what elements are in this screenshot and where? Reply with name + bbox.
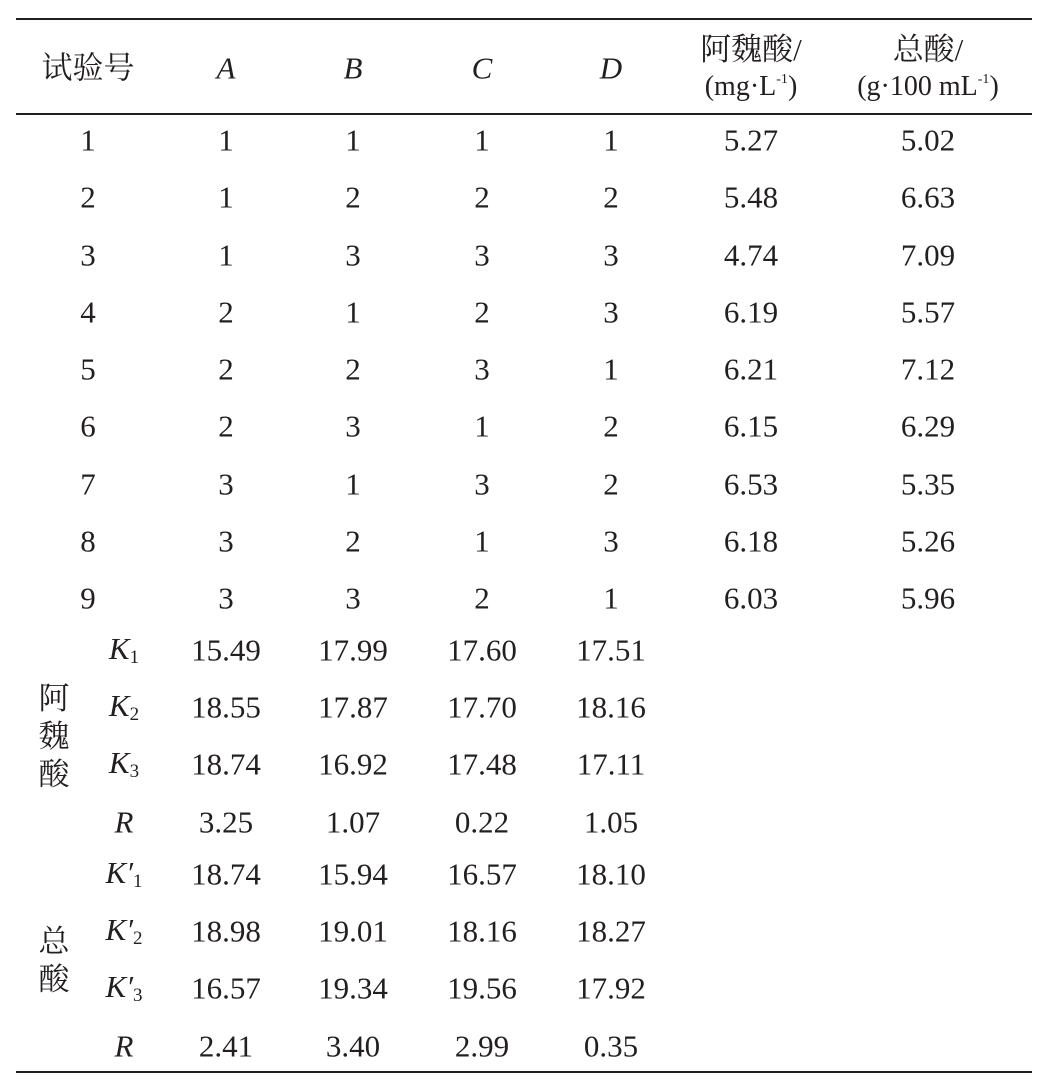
header-ferulic-title: 阿魏酸/: [700, 32, 802, 67]
table-cell: 7.12: [900, 351, 956, 387]
ferulic-stat-value: 18.16: [576, 689, 646, 725]
table-cell: 3: [345, 580, 361, 616]
total-stat-value: 19.01: [318, 913, 388, 949]
table-cell: 6.21: [723, 351, 779, 387]
total-stat-label: $K'_1$: [105, 855, 143, 892]
table-cell: 1: [603, 122, 619, 158]
total-stat-value: 16.57: [191, 970, 261, 1006]
table-cell: 1: [474, 122, 490, 158]
table-cell: 2: [218, 408, 234, 444]
group-label-total-acid: 总 酸: [38, 924, 70, 997]
ferulic-stat-value: 1.07: [325, 804, 381, 840]
trial-number-cell: 4: [80, 294, 96, 330]
total-stat-value: 19.34: [318, 970, 388, 1006]
table-cell: 3: [218, 466, 234, 501]
table-cell: 1: [603, 580, 619, 616]
table-cell: 3: [474, 466, 490, 501]
ferulic-stat-value: 17.60: [447, 632, 517, 668]
header-factor-c: C: [471, 50, 493, 86]
header-total-title: 总酸/: [892, 32, 964, 67]
table-cell: 2: [603, 179, 619, 215]
trial-number-cell: 3: [80, 237, 96, 272]
group-label-ferulic: 阿 魏 酸: [38, 681, 70, 792]
top-rule: [16, 18, 1032, 20]
total-stat-value: 2.99: [454, 1028, 510, 1064]
table-cell: 2: [474, 294, 490, 330]
table-cell: 2: [345, 179, 361, 215]
ferulic-stat-label: $K_3$: [108, 745, 140, 782]
trial-number-cell: 9: [80, 580, 96, 616]
header-factor-a: A: [216, 50, 236, 86]
table-cell: 3: [218, 580, 234, 616]
table-cell: 3: [345, 408, 361, 444]
total-stat-value: 15.94: [318, 856, 388, 892]
table-cell: 2: [603, 466, 619, 501]
table-cell: 5.35: [900, 466, 956, 501]
trial-number-cell: 1: [80, 122, 96, 158]
table-cell: 1: [345, 294, 361, 330]
ferulic-stat-value: 1.05: [583, 804, 639, 840]
total-stat-value: 3.40: [325, 1028, 381, 1064]
table-cell: 5.48: [723, 179, 779, 215]
table-cell: 2: [345, 351, 361, 387]
ferulic-stat-label: $K_2$: [108, 688, 140, 725]
table-cell: 3: [218, 523, 234, 559]
total-stat-value: 18.98: [191, 913, 261, 949]
table-cell: 6.53: [723, 466, 779, 501]
table-cell: 5.02: [900, 122, 956, 158]
table-cell: 6.29: [900, 408, 956, 444]
table-cell: 2: [603, 408, 619, 444]
total-stat-value: 18.27: [576, 913, 646, 949]
trial-number-cell: 5: [80, 351, 96, 387]
ferulic-stat-label: $K_1$: [108, 631, 140, 668]
table-cell: 2: [218, 294, 234, 330]
ferulic-stat-value: 18.55: [191, 689, 261, 725]
table-cell: 2: [218, 351, 234, 387]
table-cell: 6.18: [723, 523, 779, 559]
table-cell: 5.27: [723, 122, 779, 158]
table-cell: 4.74: [723, 237, 779, 272]
total-stat-value: 18.16: [447, 913, 517, 949]
total-stat-value: 17.92: [576, 970, 646, 1006]
table-cell: 3: [474, 351, 490, 387]
ferulic-stat-value: 17.70: [447, 689, 517, 725]
ferulic-stat-value: 16.92: [318, 746, 388, 782]
table-cell: 6.19: [723, 294, 779, 330]
table-cell: 3: [474, 237, 490, 272]
ferulic-stat-value: 17.99: [318, 632, 388, 668]
header-factor-b: B: [343, 50, 363, 86]
table-cell: 5.96: [900, 580, 956, 616]
table-cell: 1: [474, 523, 490, 559]
trial-number-cell: 7: [80, 466, 96, 501]
total-stat-value: 2.41: [198, 1028, 254, 1064]
header-trial: 试验号: [41, 50, 135, 86]
trial-number-cell: 8: [80, 523, 96, 559]
total-stat-label: R: [114, 1028, 134, 1064]
ferulic-stat-value: 0.22: [454, 804, 510, 840]
ferulic-stat-value: 17.51: [576, 632, 646, 668]
table-cell: 6.03: [723, 580, 779, 616]
header-total-unit: (g·100 $mL^{-1}$): [857, 71, 999, 102]
table-cell: 1: [218, 122, 234, 158]
table-cell: 1: [474, 408, 490, 444]
ferulic-stat-value: 3.25: [198, 804, 254, 840]
table-cell: 3: [603, 294, 619, 330]
table-cell: 2: [474, 580, 490, 616]
trial-number-cell: 6: [80, 408, 96, 444]
table-cell: 7.09: [900, 237, 956, 272]
table-cell: 5.57: [900, 294, 956, 330]
table-cell: 5.26: [900, 523, 956, 559]
trial-number-cell: 2: [80, 179, 96, 215]
header-factor-d: D: [599, 50, 623, 86]
header-rule: [16, 113, 1032, 115]
total-stat-label: $K'_2$: [105, 912, 143, 949]
table-cell: 3: [603, 523, 619, 559]
ferulic-stat-label: R: [114, 804, 134, 840]
table-cell: 3: [345, 237, 361, 272]
total-stat-value: 18.10: [576, 856, 646, 892]
total-stat-value: 16.57: [447, 856, 517, 892]
total-stat-value: 0.35: [583, 1028, 639, 1064]
bottom-rule: [16, 1071, 1032, 1073]
table-cell: 6.15: [723, 408, 779, 444]
table-cell: 1: [345, 122, 361, 158]
ferulic-stat-value: 17.87: [318, 689, 388, 725]
table-cell: 1: [345, 466, 361, 501]
ferulic-stat-value: 18.74: [191, 746, 261, 782]
table-cell: 1: [218, 179, 234, 215]
table-cell: 6.63: [900, 179, 956, 215]
header-ferulic-acid: [700, 34, 802, 101]
total-stat-value: 19.56: [447, 970, 517, 1006]
table-cell: 1: [218, 237, 234, 272]
ferulic-stat-value: 15.49: [191, 632, 261, 668]
ferulic-stat-value: 17.48: [447, 746, 517, 782]
table-cell: 2: [474, 179, 490, 215]
header-ferulic-unit: $(mg\cdot L^{-1})$: [704, 71, 798, 102]
header-total-acid: [857, 34, 999, 101]
total-stat-value: 18.74: [191, 856, 261, 892]
total-stat-label: $K'_3$: [105, 969, 143, 1006]
table-cell: 3: [603, 237, 619, 272]
ferulic-stat-value: 17.11: [576, 746, 646, 782]
table-cell: 2: [345, 523, 361, 559]
table-cell: 1: [603, 351, 619, 387]
